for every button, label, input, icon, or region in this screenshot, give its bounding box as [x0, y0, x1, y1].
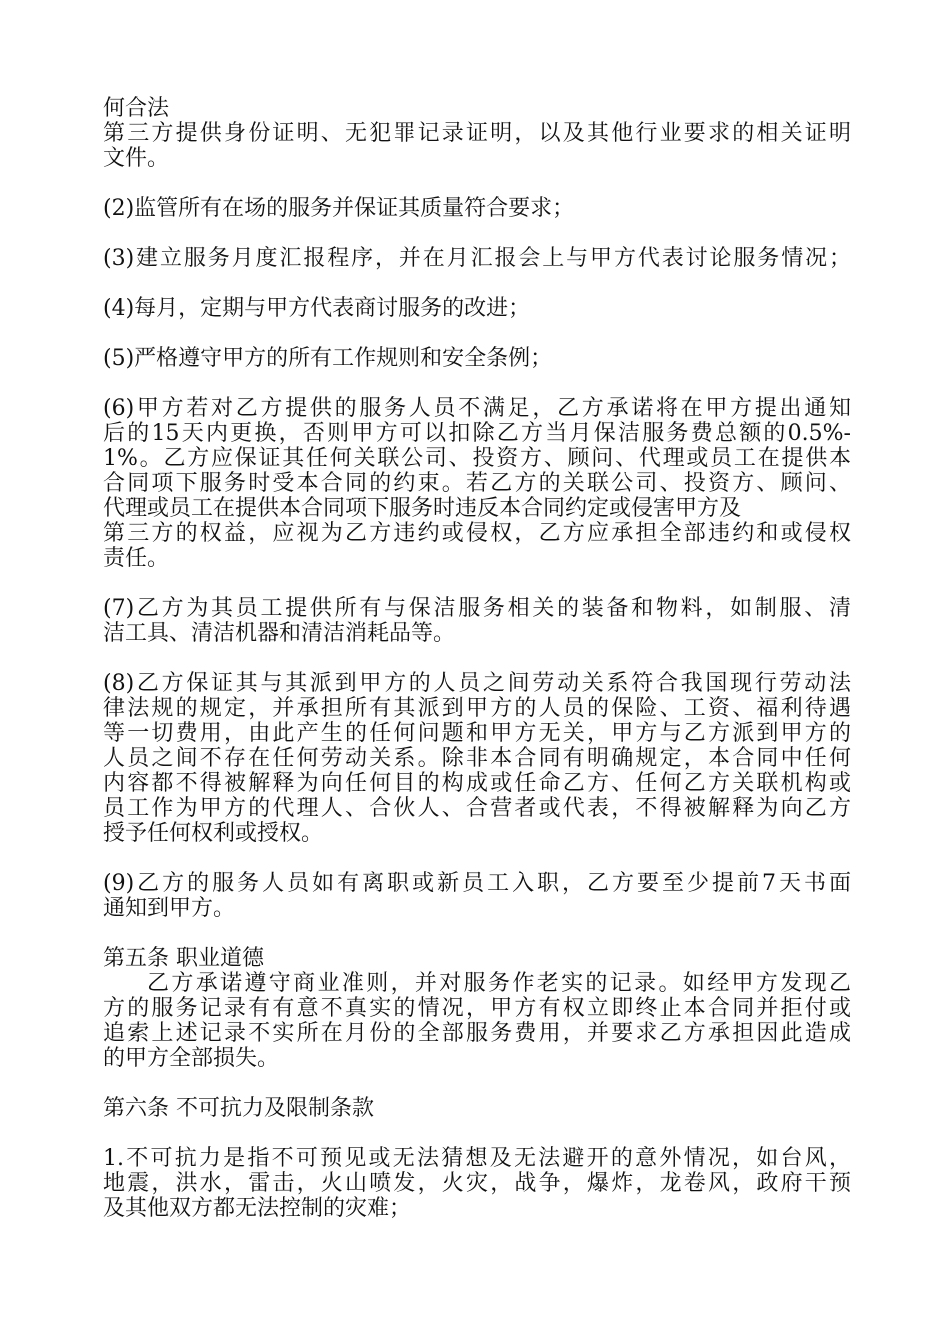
clause-6-line: 责任。	[103, 546, 170, 571]
clause-4: (4)每月，定期与甲方代表商讨服务的改进；	[103, 296, 531, 321]
blank-line	[103, 371, 851, 396]
section-6-line: 1.不可抗力是指不可预见或无法猜想及无法避开的意外情况，如台风，	[103, 1146, 851, 1171]
blank-line	[103, 921, 851, 946]
blank-line	[103, 321, 851, 346]
clause-6-line: 1%。乙方应保证其任何关联公司、投资方、顾问、代理或员工在提供本	[103, 446, 851, 471]
clause-7-line: (7)乙方为其员工提供所有与保洁服务相关的装备和物料，如制服、清	[103, 596, 851, 621]
clause-6-line: 第三方的权益，应视为乙方违约或侵权，乙方应承担全部违约和或侵权	[103, 521, 851, 546]
blank-line	[103, 1121, 851, 1146]
clause-9-line: 通知到甲方。	[103, 896, 236, 921]
clause-8-line: 授予任何权利或授权。	[103, 821, 324, 846]
text-line: 第三方提供身份证明、无犯罪记录证明，以及其他行业要求的相关证明	[103, 121, 851, 146]
section-6-line: 地震，洪水，雷击，火山喷发，火灾，战争，爆炸，龙卷风，政府干预	[103, 1171, 851, 1196]
section-5-line: 方的服务记录有有意不真实的情况，甲方有权立即终止本合同并拒付或	[103, 996, 851, 1021]
blank-line	[103, 171, 851, 196]
clause-8-line: 律法规的规定，并承担所有其派到甲方的人员的保险、工资、福利待遇	[103, 696, 851, 721]
clause-5: (5)严格遵守甲方的所有工作规则和安全条例；	[103, 346, 553, 371]
clause-6-line: 合同项下服务时受本合同的约束。若乙方的关联公司、投资方、顾问、	[103, 471, 851, 496]
clause-6-line: 代理或员工在提供本合同项下服务时违反本合同约定或侵害甲方及	[103, 496, 742, 521]
section-heading-5: 第五条 职业道德	[103, 946, 264, 971]
blank-line	[103, 271, 851, 296]
clause-8-line: 员工作为甲方的代理人、合伙人、合营者或代表，不得被解释为向乙方	[103, 796, 851, 821]
text-line: 文件。	[103, 146, 170, 171]
section-5-line: 的甲方全部损失。	[103, 1046, 280, 1071]
blank-line	[103, 646, 851, 671]
blank-line	[103, 846, 851, 871]
blank-line	[103, 221, 851, 246]
clause-8-line: 内容都不得被解释为向任何目的构成或任命乙方、任何乙方关联机构或	[103, 771, 851, 796]
clause-3: (3)建立服务月度汇报程序，并在月汇报会上与甲方代表讨论服务情况；	[103, 246, 851, 271]
clause-8-line: 等一切费用，由此产生的任何问题和甲方无关，甲方与乙方派到甲方的	[103, 721, 851, 746]
blank-line	[103, 1071, 851, 1096]
document-page	[103, 96, 851, 1221]
text-line: 何合法	[103, 96, 170, 121]
blank-line	[103, 571, 851, 596]
clause-6-line: (6)甲方若对乙方提供的服务人员不满足，乙方承诺将在甲方提出通知	[103, 396, 851, 421]
clause-8-line: (8)乙方保证其与其派到甲方的人员之间劳动关系符合我国现行劳动法	[103, 671, 851, 696]
section-5-line: 追索上述记录不实所在月份的全部服务费用，并要求乙方承担因此造成	[103, 1021, 851, 1046]
section-heading-6: 第六条 不可抗力及限制条款	[103, 1096, 374, 1121]
clause-2: (2)监管所有在场的服务并保证其质量符合要求；	[103, 196, 575, 221]
clause-7-line: 洁工具、清洁机器和清洁消耗品等。	[103, 621, 456, 646]
clause-6-line: 后的15天内更换，否则甲方可以扣除乙方当月保洁服务费总额的0.5%-	[103, 421, 851, 446]
clause-8-line: 人员之间不存在任何劳动关系。除非本合同有明确规定，本合同中任何	[103, 746, 851, 771]
section-5-line: 乙方承诺遵守商业准则，并对服务作老实的记录。如经甲方发现乙	[147, 971, 851, 996]
clause-9-line: (9)乙方的服务人员如有离职或新员工入职，乙方要至少提前7天书面	[103, 871, 851, 896]
section-6-line: 及其他双方都无法控制的灾难；	[103, 1196, 412, 1221]
